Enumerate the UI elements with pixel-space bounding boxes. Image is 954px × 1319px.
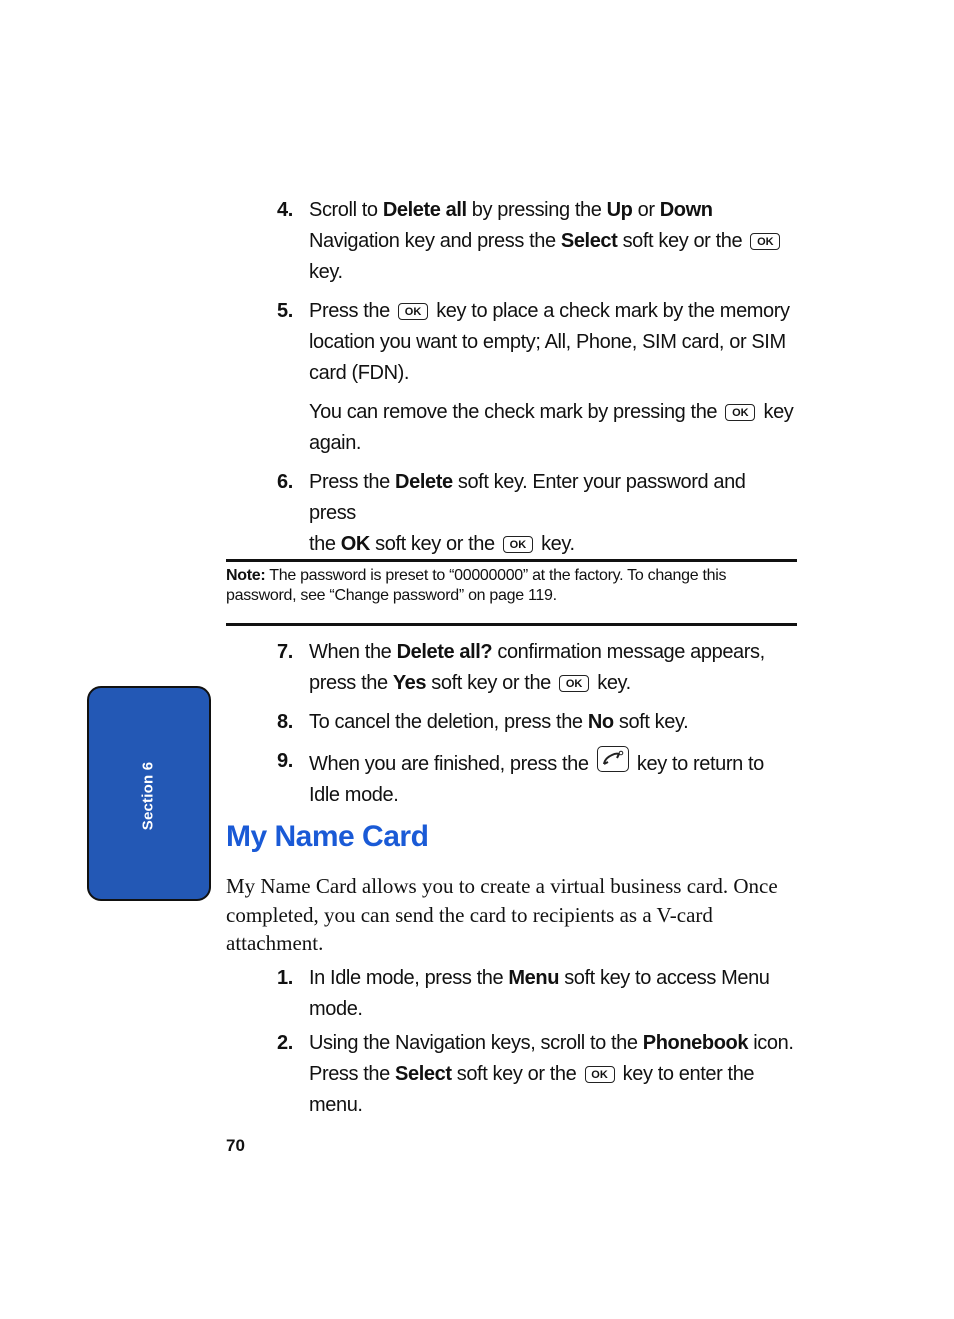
section-heading: My Name Card (226, 820, 429, 853)
text-run: soft key or the (451, 1063, 582, 1085)
step-text (309, 746, 797, 811)
text-run: soft key to access Menu (559, 967, 770, 989)
text-run: key. (309, 261, 343, 283)
text-run: When you are finished, press the (309, 753, 594, 775)
step-8 (277, 707, 797, 738)
bold-term: Delete all (382, 199, 467, 221)
text-run: the (309, 533, 341, 555)
text-run: soft key. Enter your password and press (309, 471, 746, 524)
text-run: icon. (748, 1032, 794, 1054)
note-box (226, 566, 797, 606)
step-number: 4. (277, 199, 293, 221)
step-number: 8. (277, 711, 293, 733)
text-run: In Idle mode, press the (309, 967, 509, 989)
bold-term: Select (395, 1063, 452, 1085)
note-text: The password is preset to “00000000” at the factory. To change this password, see “Change password” on page 119. (226, 567, 727, 604)
note-label: Note: (226, 567, 266, 584)
ok-key-icon: OK (398, 303, 428, 320)
text-run: Idle mode. (309, 784, 399, 806)
text-run: soft key or the (426, 672, 557, 694)
step-5 (277, 296, 797, 389)
ok-key-icon: OK (503, 536, 533, 553)
step-7 (277, 637, 797, 699)
text-run: confirmation message appears, (492, 641, 765, 663)
text-run: by pressing the (466, 199, 607, 221)
ok-key-icon: OK (750, 233, 780, 250)
text-run: When the (309, 641, 397, 663)
bold-term: Delete (395, 471, 453, 493)
bold-term: OK (340, 533, 370, 555)
text-run: To cancel the deletion, press the (309, 711, 588, 733)
step-number: 1. (277, 967, 293, 989)
text-run: key to enter the (617, 1063, 755, 1085)
text-run: soft key. (613, 711, 689, 733)
step-1 (277, 963, 797, 1025)
text-run: soft key or the (369, 533, 500, 555)
text-run: You can remove the check mark by pressing the (309, 401, 723, 423)
text-run: soft key or the (617, 230, 748, 252)
ok-key-icon: OK (559, 675, 589, 692)
bold-term: Select (560, 230, 618, 252)
step-number: 9. (277, 750, 293, 772)
step-2 (277, 1028, 797, 1121)
text-run: Using the Navigation keys, scroll to the (309, 1032, 643, 1054)
step-5-followup (277, 397, 797, 459)
step-text (309, 296, 797, 389)
bold-term: Down (659, 199, 713, 221)
note-top-rule (226, 559, 797, 562)
bold-term: Menu (508, 967, 560, 989)
text-run: location you want to empty; All, Phone, SIM card, or SIM (309, 331, 786, 353)
step-text (309, 467, 797, 560)
text-run: key. (592, 672, 631, 694)
step-9 (277, 746, 797, 811)
step-text (309, 397, 797, 459)
step-number: 5. (277, 300, 293, 322)
page-number: 70 (226, 1136, 245, 1155)
note-bottom-rule (226, 623, 797, 626)
ok-key-icon: OK (585, 1066, 615, 1083)
text-run: press the (309, 672, 393, 694)
step-text (309, 1028, 797, 1121)
bold-term: Up (606, 199, 633, 221)
step-number: 2. (277, 1032, 293, 1054)
text-run: Press the (309, 300, 396, 322)
text-run: key. (535, 533, 575, 555)
step-4 (277, 195, 797, 288)
intro-paragraph: My Name Card allows you to create a virtual business card. Once completed, you can send the card to recipients as a V-card attachment. (226, 874, 778, 955)
step-text (309, 637, 797, 699)
end-key-icon (597, 746, 629, 772)
bold-term: Delete all? (396, 641, 493, 663)
text-run: key to return to (631, 753, 764, 775)
bold-term: Phonebook (642, 1032, 749, 1054)
text-run: Scroll to (309, 199, 383, 221)
text-run: mode. (309, 998, 363, 1020)
bold-term: Yes (392, 672, 427, 694)
step-text (309, 195, 797, 288)
text-run: Navigation key and press the (309, 230, 561, 252)
ok-key-icon: OK (725, 404, 755, 421)
step-text (309, 707, 797, 738)
text-run: menu. (309, 1094, 363, 1116)
text-run: Press the (309, 471, 396, 493)
text-run: card (FDN). (309, 362, 410, 384)
text-run: or (632, 199, 660, 221)
text-run: Press the (309, 1063, 396, 1085)
text-run: again. (309, 432, 362, 454)
step-number: 7. (277, 641, 293, 663)
text-run: key to place a check mark by the memory (431, 300, 790, 322)
section-tab-label: Section 6 (139, 761, 157, 831)
step-number: 6. (277, 471, 293, 493)
bold-term: No (587, 711, 614, 733)
step-text (309, 963, 797, 1025)
text-run: key (758, 401, 794, 423)
step-6 (277, 467, 797, 560)
